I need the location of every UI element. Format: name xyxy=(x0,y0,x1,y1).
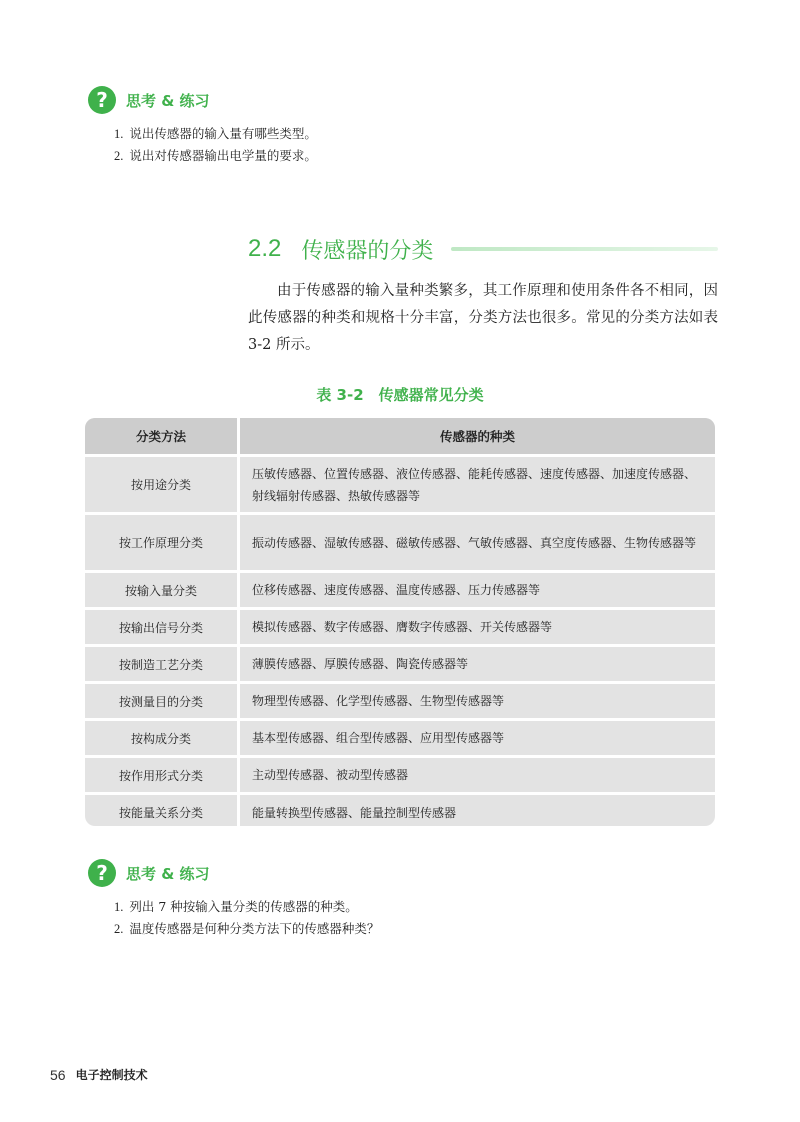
method-cell: 按制造工艺分类 xyxy=(85,646,239,683)
section-title: 传感器的分类 xyxy=(301,238,434,264)
types-cell: 模拟传感器、数字传感器、膺数字传感器、开关传感器等 xyxy=(239,609,716,646)
exercise-item: 2. 说出对传感器输出电学量的要求。 xyxy=(114,148,317,163)
think-practice-header xyxy=(88,85,317,115)
section-rule xyxy=(451,247,718,251)
types-cell: 薄膜传感器、厚膜传感器、陶瓷传感器等 xyxy=(239,646,716,683)
method-cell: 按作用形式分类 xyxy=(85,757,239,794)
page-number: 56 xyxy=(50,1066,66,1083)
types-cell: 位移传感器、速度传感器、温度传感器、压力传感器等 xyxy=(239,572,716,609)
think-practice-title: 思考 & 练习 xyxy=(126,91,210,110)
types-cell: 物理型传感器、化学型传感器、生物型传感器等 xyxy=(239,683,716,720)
table-row xyxy=(85,794,715,827)
column-header-types: 传感器的种类 xyxy=(239,418,716,456)
table-row xyxy=(85,609,715,646)
method-cell: 按输出信号分类 xyxy=(85,609,239,646)
think-practice-header xyxy=(88,858,379,888)
types-cell: 基本型传感器、组合型传感器、应用型传感器等 xyxy=(239,720,716,757)
table-header-row xyxy=(85,418,715,456)
method-cell: 按能量关系分类 xyxy=(85,794,239,827)
method-cell: 按测量目的分类 xyxy=(85,683,239,720)
think-practice-bottom xyxy=(88,858,379,940)
table-row xyxy=(85,720,715,757)
table-row xyxy=(85,683,715,720)
page-footer xyxy=(50,1066,148,1083)
table-caption: 表 3-2 传感器常见分类 xyxy=(316,386,484,404)
column-header-method: 分类方法 xyxy=(85,418,239,456)
section-heading xyxy=(248,232,718,266)
question-icon: ? xyxy=(88,86,116,114)
exercise-item: 2. 温度传感器是何种分类方法下的传感器种类？ xyxy=(114,921,380,936)
method-cell: 按用途分类 xyxy=(85,456,239,514)
book-title: 电子控制技术 xyxy=(75,1068,148,1082)
table-row xyxy=(85,646,715,683)
method-cell: 按构成分类 xyxy=(85,720,239,757)
section-paragraph: 由于传感器的输入量种类繁多，其工作原理和使用条件各不相同，因此传感器的种类和规格十分丰富，分类方法也很多。常见的分类方法如表 3-2 所示。 xyxy=(248,283,718,353)
types-cell: 主动型传感器、被动型传感器 xyxy=(239,757,716,794)
exercise-list xyxy=(114,123,317,167)
exercise-list xyxy=(114,896,379,940)
think-practice-title: 思考 & 练习 xyxy=(126,864,210,883)
think-practice-top xyxy=(88,85,317,167)
table-row xyxy=(85,572,715,609)
types-cell: 能量转换型传感器、能量控制型传感器 xyxy=(239,794,716,827)
types-cell: 振动传感器、湿敏传感器、磁敏传感器、气敏传感器、真空度传感器、生物传感器等 xyxy=(239,514,716,572)
table-row xyxy=(85,757,715,794)
question-icon: ? xyxy=(88,859,116,887)
exercise-item: 1. 列出 7 种按输入量分类的传感器的种类。 xyxy=(114,899,358,914)
table-row xyxy=(85,514,715,572)
classification-table xyxy=(85,418,715,826)
section-number: 2.2 xyxy=(248,235,282,262)
types-cell: 压敏传感器、位置传感器、液位传感器、能耗传感器、速度传感器、加速度传感器、射线辐射传感器、热敏传感器等 xyxy=(239,456,716,514)
method-cell: 按输入量分类 xyxy=(85,572,239,609)
exercise-item: 1. 说出传感器的输入量有哪些类型。 xyxy=(114,126,317,141)
method-cell: 按工作原理分类 xyxy=(85,514,239,572)
table-row xyxy=(85,456,715,514)
